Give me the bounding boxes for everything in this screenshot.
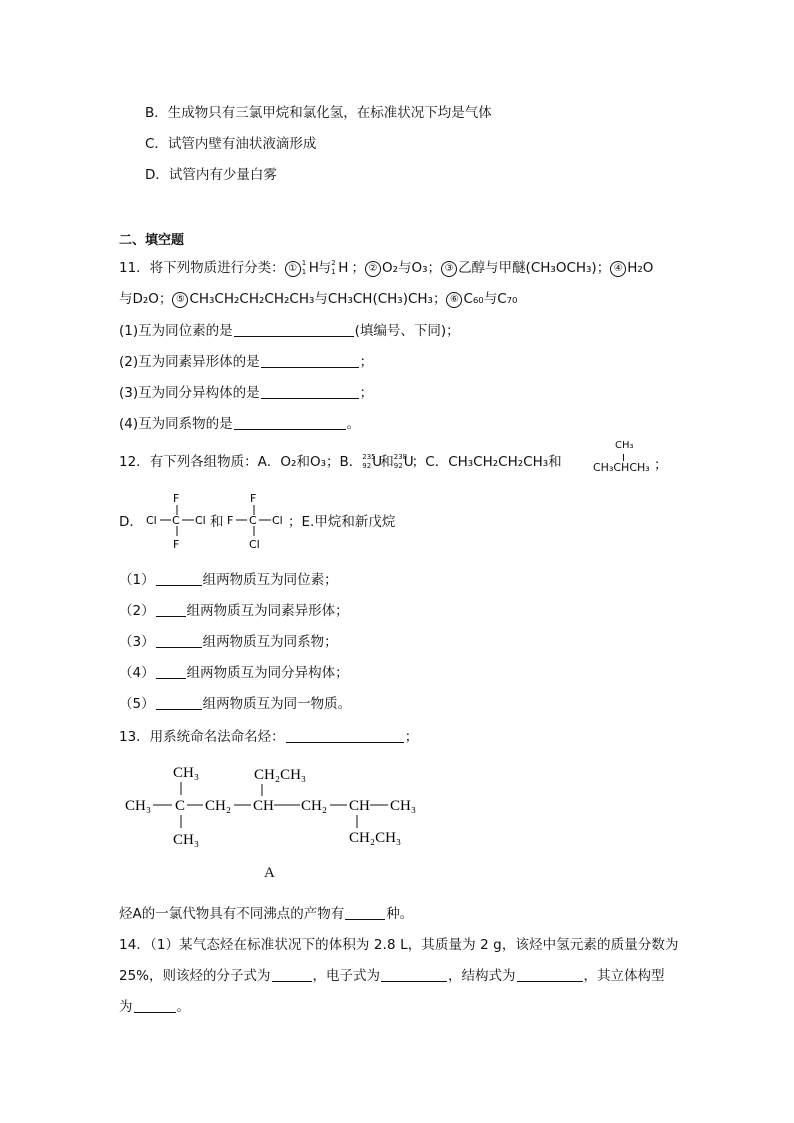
q12-sub4-text: 组两物质互为同分异构体； [186, 665, 349, 681]
q11-sub4-suffix: 。 [346, 416, 361, 432]
atom-f-top: F [173, 492, 180, 505]
section-heading: 二、填空题 [119, 233, 185, 248]
q11-item2: O₂与O₃； [381, 260, 442, 276]
q12-sub3-text: 组两物质互为同系物； [202, 634, 338, 650]
q12-d-end [288, 512, 395, 532]
answer-blank[interactable] [381, 967, 447, 982]
q14-shape-prompt: ，其立体构型 [583, 968, 665, 984]
q11-item6: C₆₀与C₇₀ [463, 291, 518, 307]
q14-end: 。 [176, 999, 190, 1015]
q11-item4a: H₂O [627, 260, 654, 276]
q11-sep: ； [351, 260, 365, 276]
q14-structure-prompt: ，结构式为 [448, 968, 516, 984]
q11-and-1: 与 [317, 260, 332, 276]
q11-sub4 [119, 414, 360, 434]
q14-line1: 14．（1）某气态烃在标准状况下的体积为 2.8 L，其质量为 2 g，该烃中氢元素的质量分数为 [119, 937, 679, 953]
q12-sub2-text: 组两物质互为同素异形体； [186, 603, 349, 619]
group-ch2ch3-bottom: CH₂CH₃ [349, 830, 402, 846]
q14-line3 [119, 997, 190, 1017]
q12-c-part: ；C．CH₃CH₂CH₂CH₃和 [411, 454, 562, 470]
circle-number-3: ③ [441, 261, 457, 277]
q11-sub2-text: (2)互为同素异形体的是 [119, 354, 260, 370]
q11-sub4-text: (4)互为同系物的是 [119, 416, 233, 432]
q12-sub1-num: （1） [119, 572, 155, 588]
q11-intro: 11．将下列物质进行分类： [119, 260, 285, 276]
structure-label-a: A [264, 865, 275, 881]
q12-sub1 [119, 570, 338, 590]
isobutane-methyl: CH₃ [615, 440, 634, 451]
atom-cl-right: Cl [195, 514, 206, 527]
circle-number-2: ② [365, 261, 381, 277]
answer-blank[interactable] [156, 664, 186, 679]
isobutane-structure [593, 440, 653, 480]
q14-electron-prompt: ，电子式为 [312, 968, 381, 984]
answer-blank[interactable] [156, 695, 202, 710]
q11-item4b: 与D₂O； [119, 291, 173, 307]
uranium-238-nuclide: 238 92 U [393, 453, 414, 470]
main-ch-2: CH [349, 798, 370, 814]
group-ch3-top: CH₃ [173, 765, 200, 781]
answer-blank[interactable] [272, 967, 312, 982]
q10-option-d: D．试管内有少量白雾 [145, 167, 277, 183]
q12-and: 和 [380, 454, 394, 470]
answer-blank[interactable] [234, 322, 354, 337]
q14-line2 [119, 966, 665, 986]
q12-sub5 [119, 694, 351, 714]
q13-question-text: 烃A的一氯代物具有不同沸点的产物有 [119, 906, 345, 922]
main-c-quaternary: C [175, 798, 186, 814]
q11-sub2-suffix: ； [359, 354, 374, 370]
q11-item5: CH₃CH₂CH₂CH₂CH₃与CH₃CH(CH₃)CH₃； [189, 291, 447, 307]
answer-blank[interactable] [156, 571, 202, 586]
q13-intro-line [119, 727, 418, 747]
q12-d-and: 和 [210, 514, 224, 530]
q12-intro: 12．有下列各组物质：A．O₂和O₃；B． [119, 454, 363, 470]
atom-f-left: F [227, 514, 234, 527]
q11-item3: 乙醇与甲醚(CH₃OCH₃)； [458, 260, 611, 276]
answer-blank[interactable] [517, 967, 583, 982]
uranium-235-nuclide: 235 92 U [362, 453, 383, 470]
hydrogen-1-nuclide: 1 1 H [301, 259, 319, 276]
answer-blank[interactable] [286, 728, 404, 743]
atom-c: C [249, 514, 257, 527]
bond-line [623, 454, 624, 461]
atom-c: C [172, 514, 180, 527]
q12-sub4 [119, 663, 349, 683]
circle-number-4: ④ [610, 261, 626, 277]
q12-sub5-num: （5） [119, 696, 155, 712]
atom-f-top: F [250, 492, 257, 505]
atom-f-bottom: F [173, 538, 180, 551]
main-ch3-right: CH₃ [390, 798, 417, 814]
group-ch2ch3-top: CH₂CH₃ [254, 767, 307, 783]
q12-sub1-text: 组两物质互为同位素； [202, 572, 338, 588]
q11-sub2 [119, 352, 373, 372]
q12-sub3 [119, 632, 338, 652]
main-ch3-left: CH₃ [125, 798, 152, 814]
q13-question [119, 904, 413, 924]
q11-sub1 [119, 321, 460, 341]
q11-sub3 [119, 383, 373, 403]
answer-blank[interactable] [134, 998, 176, 1013]
dichlorodifluoromethane-structure-2 [225, 490, 291, 554]
main-ch-1: CH [253, 798, 274, 814]
q12-d-label: D． [119, 514, 143, 530]
atom-cl-right: Cl [272, 514, 283, 527]
q14-formula-prompt: 25%，则该烃的分子式为 [119, 968, 271, 984]
answer-blank[interactable] [261, 384, 359, 399]
q12-c-end: ； [654, 457, 668, 473]
q13-question-suffix: 种。 [386, 906, 414, 922]
answer-blank[interactable] [156, 633, 202, 648]
q11-sub3-text: (3)互为同分异构体的是 [119, 385, 260, 401]
q13-intro: 13．用系统命名法命名烃： [119, 729, 285, 745]
answer-blank[interactable] [345, 905, 385, 920]
q12-sub2 [119, 601, 349, 621]
circle-number-6: ⑥ [446, 292, 462, 308]
circle-number-1: ① [285, 261, 301, 277]
q12-sub3-num: （3） [119, 634, 155, 650]
q11-line2 [119, 289, 517, 309]
answer-blank[interactable] [261, 353, 359, 368]
group-ch3-bottom: CH₃ [173, 832, 200, 848]
main-ch2-1: CH₂ [205, 798, 232, 814]
q10-option-c: C．试管内壁有油状液滴形成 [145, 136, 317, 152]
q11-line1 [119, 258, 653, 278]
q12-line1 [119, 452, 562, 472]
q12-d-sep: ； [288, 514, 302, 530]
q12-sub4-num: （4） [119, 665, 155, 681]
dichlorodifluoromethane-structure-1 [144, 490, 210, 554]
atom-cl-bottom: Cl [249, 538, 260, 551]
q12-sub5-text: 组两物质互为同一物质。 [202, 696, 352, 712]
isobutane-chain: CH₃CHCH₃ [593, 461, 650, 474]
hydrogen-2-nuclide: 2 1 H [331, 259, 349, 276]
q11-sub1-text: (1)互为同位素的是 [119, 323, 233, 339]
q14-shape-prefix: 为 [119, 999, 133, 1015]
atom-cl-left: Cl [146, 514, 157, 527]
q12-e-text: E.甲烷和新戊烷 [301, 514, 396, 530]
circle-number-5: ⑤ [172, 292, 188, 308]
q10-option-b: B．生成物只有三氯甲烷和氯化氢，在标准状况下均是气体 [145, 105, 492, 121]
main-ch2-2: CH₂ [301, 798, 328, 814]
q13-intro-end: ； [404, 729, 419, 745]
q11-sub1-suffix: (填编号、下同)； [354, 323, 460, 339]
q12-sub2-num: （2） [119, 603, 155, 619]
q11-sub3-suffix: ； [359, 385, 374, 401]
answer-blank[interactable] [234, 415, 346, 430]
hydrocarbon-a-structure [120, 760, 430, 852]
answer-blank[interactable] [156, 602, 186, 617]
